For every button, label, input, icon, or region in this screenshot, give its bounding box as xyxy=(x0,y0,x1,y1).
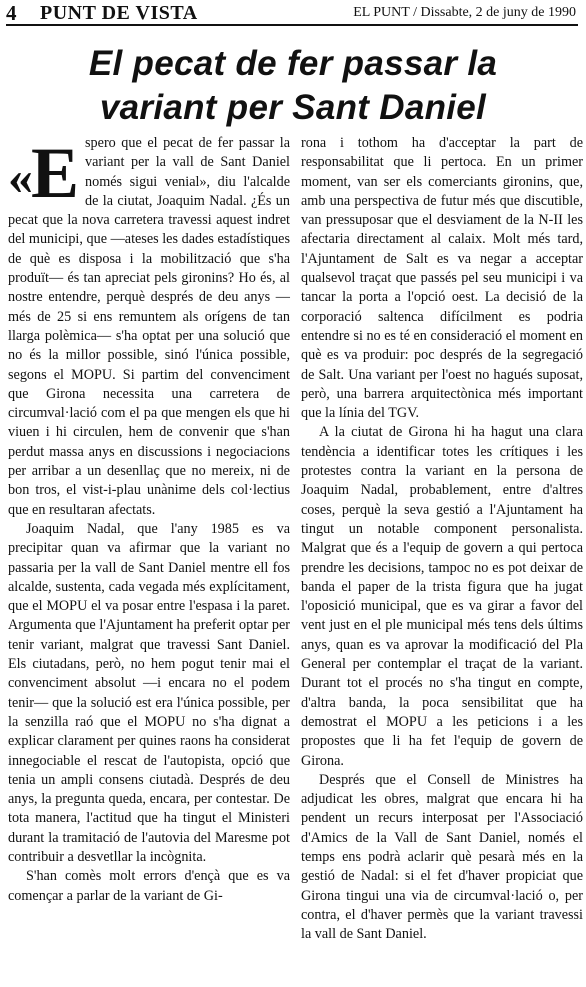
headline-line-1: El pecat de fer passar la xyxy=(88,44,498,83)
paragraph: Després que el Consell de Ministres ha adjudicat les obres, malgrat que encara hi ha pendent un recurs interposat per l'Associació d'Amics de la Vall de Sant Daniel, només el temps ens podrà aclarir què pesarà més en la gestió de Nadal: si el fet d'haver propiciat que Girona tingui una via de circumval·lació o, per contra, el d'haver permès que la variant travessi la vall de Sant Daniel. xyxy=(301,771,583,943)
header-rule xyxy=(6,24,578,26)
drop-cap-letter: E xyxy=(31,133,80,213)
opening-quote: « xyxy=(8,149,33,205)
article-column-left xyxy=(8,134,290,906)
dateline: EL PUNT / Dissabte, 2 de juny de 1990 xyxy=(353,5,576,20)
paragraph: Joaquim Nadal, que l'any 1985 es va precipitar quan va afirmar que la variant no passaria per la vall de Sant Daniel mentre ell fos alcalde, sustenta, cada vegada més explícitament, que el MOPU el va posar entre l'espasa i la paret. Argumenta que l'Ajuntament ha preferit optar per tenir variant, malgrat que travessi Sant Daniel. Els ciutadans, però, no hem pogut tenir mai el convenciment absolut —i encara no el podem tenir— que la solució est era l'única possible, per la senzilla raó que el MOPU no s'ha dignat a explicar clarament per quines raons ha considerat innegociable el rescat de l'autopista, opció que tenia un ampli consens ciutadà. Després de deu anys, la pregunta queda, encara, per contestar. De tota manera, l'actitud que ha tingut el Ministeri durant la tramitació de l'autovia del Maresme pot contribuir a desvetllar la incògnita. xyxy=(8,520,290,865)
paragraph: A la ciutat de Girona hi ha hagut una clara tendència a identificar totes les crítiques i les protestes contra la variant en la persona de Joaquim Nadal, probablement, entre d'altres coses, perquè la seva gestió a l'Ajuntament ha tingut un notable component personalista. Malgrat que és a l'equip de govern a qui pertoca prendre les decisions, tampoc no es pot deixar de banda el paper de la trista figura que ha jugat l'oposició municipal, que es va girar a favor del vent just en el ple municipal més tens dels últims anys, quan es va aprovar la modificació del Pla General per contemplar el traçat de la variant. Durant tot el procés no s'ha tingut en compte, d'altra banda, la poca sensibilitat que ha demostrat el MOPU a les peticions i a les propostes que li ha fet l'equip de govern de Girona. xyxy=(301,424,583,769)
page-header xyxy=(0,0,586,26)
drop-cap xyxy=(8,133,80,213)
article-column-right xyxy=(301,134,583,944)
paragraph: rona i tothom ha d'acceptar la part de responsabilitat que li pertoca. En un primer moment, van ser els comerciants gironins, que, amb una perspectiva de futur més que discutible, van pressuposar que el desviament de la N-II les afectaria directament al calaix. Molt més tard, l'Ajuntament de Salt es va negar a acceptar qualsevol traçat que passés pel seu municipi i va tancar la porta a l'opció oest. La decisió de la corporació saltenca difícilment es podria entendre si no es té en consideració el moment en què es va produir: poc després de la segregació de Salt. Una variant per l'oest no hagués suposat, però, una barrera arquitectònica més important que la línia del TGV. xyxy=(301,135,583,422)
page-number: 4 xyxy=(6,1,17,25)
paragraph: S'han comès molt errors d'ençà que es va començar a parlar de la variant de Gi- xyxy=(8,868,290,904)
paragraph-text: spero que el pecat de fer passar la variant per la vall de Sant Daniel només sigui venial», diu l'alcalde de la ciutat, Joaquim Nadal. ¿És un pecat que la nova carretera travessi aquest indret del municipi, que —ateses les dades estadístiques de què es disposa i la mobilització que s'ha produït— és tan apreciat pels gironins? Ho és, al nostre entendre, perquè després de deu anys —més de 25 si ens remuntem als orígens de tan llarga polèmica— s'ha optat per una solució que no és la millor possible, sinó l'única possible, segons el MOPU. Si partim del convenciment que Girona necessita una carretera de circumval·lació com el pa que mengen els que hi viuen i hi circulen, hem de convenir que s'han perdut massa anys en discussions i negociacions per arribar a un desenllaç que no mereix, ni de bon tros, el vist-i-plau unànime dels col·lectius que en resultaran afectats. xyxy=(8,135,290,518)
headline-line-2: variant per Sant Daniel xyxy=(99,88,487,127)
section-title: PUNT DE VISTA xyxy=(40,2,198,24)
paragraph xyxy=(8,134,290,520)
